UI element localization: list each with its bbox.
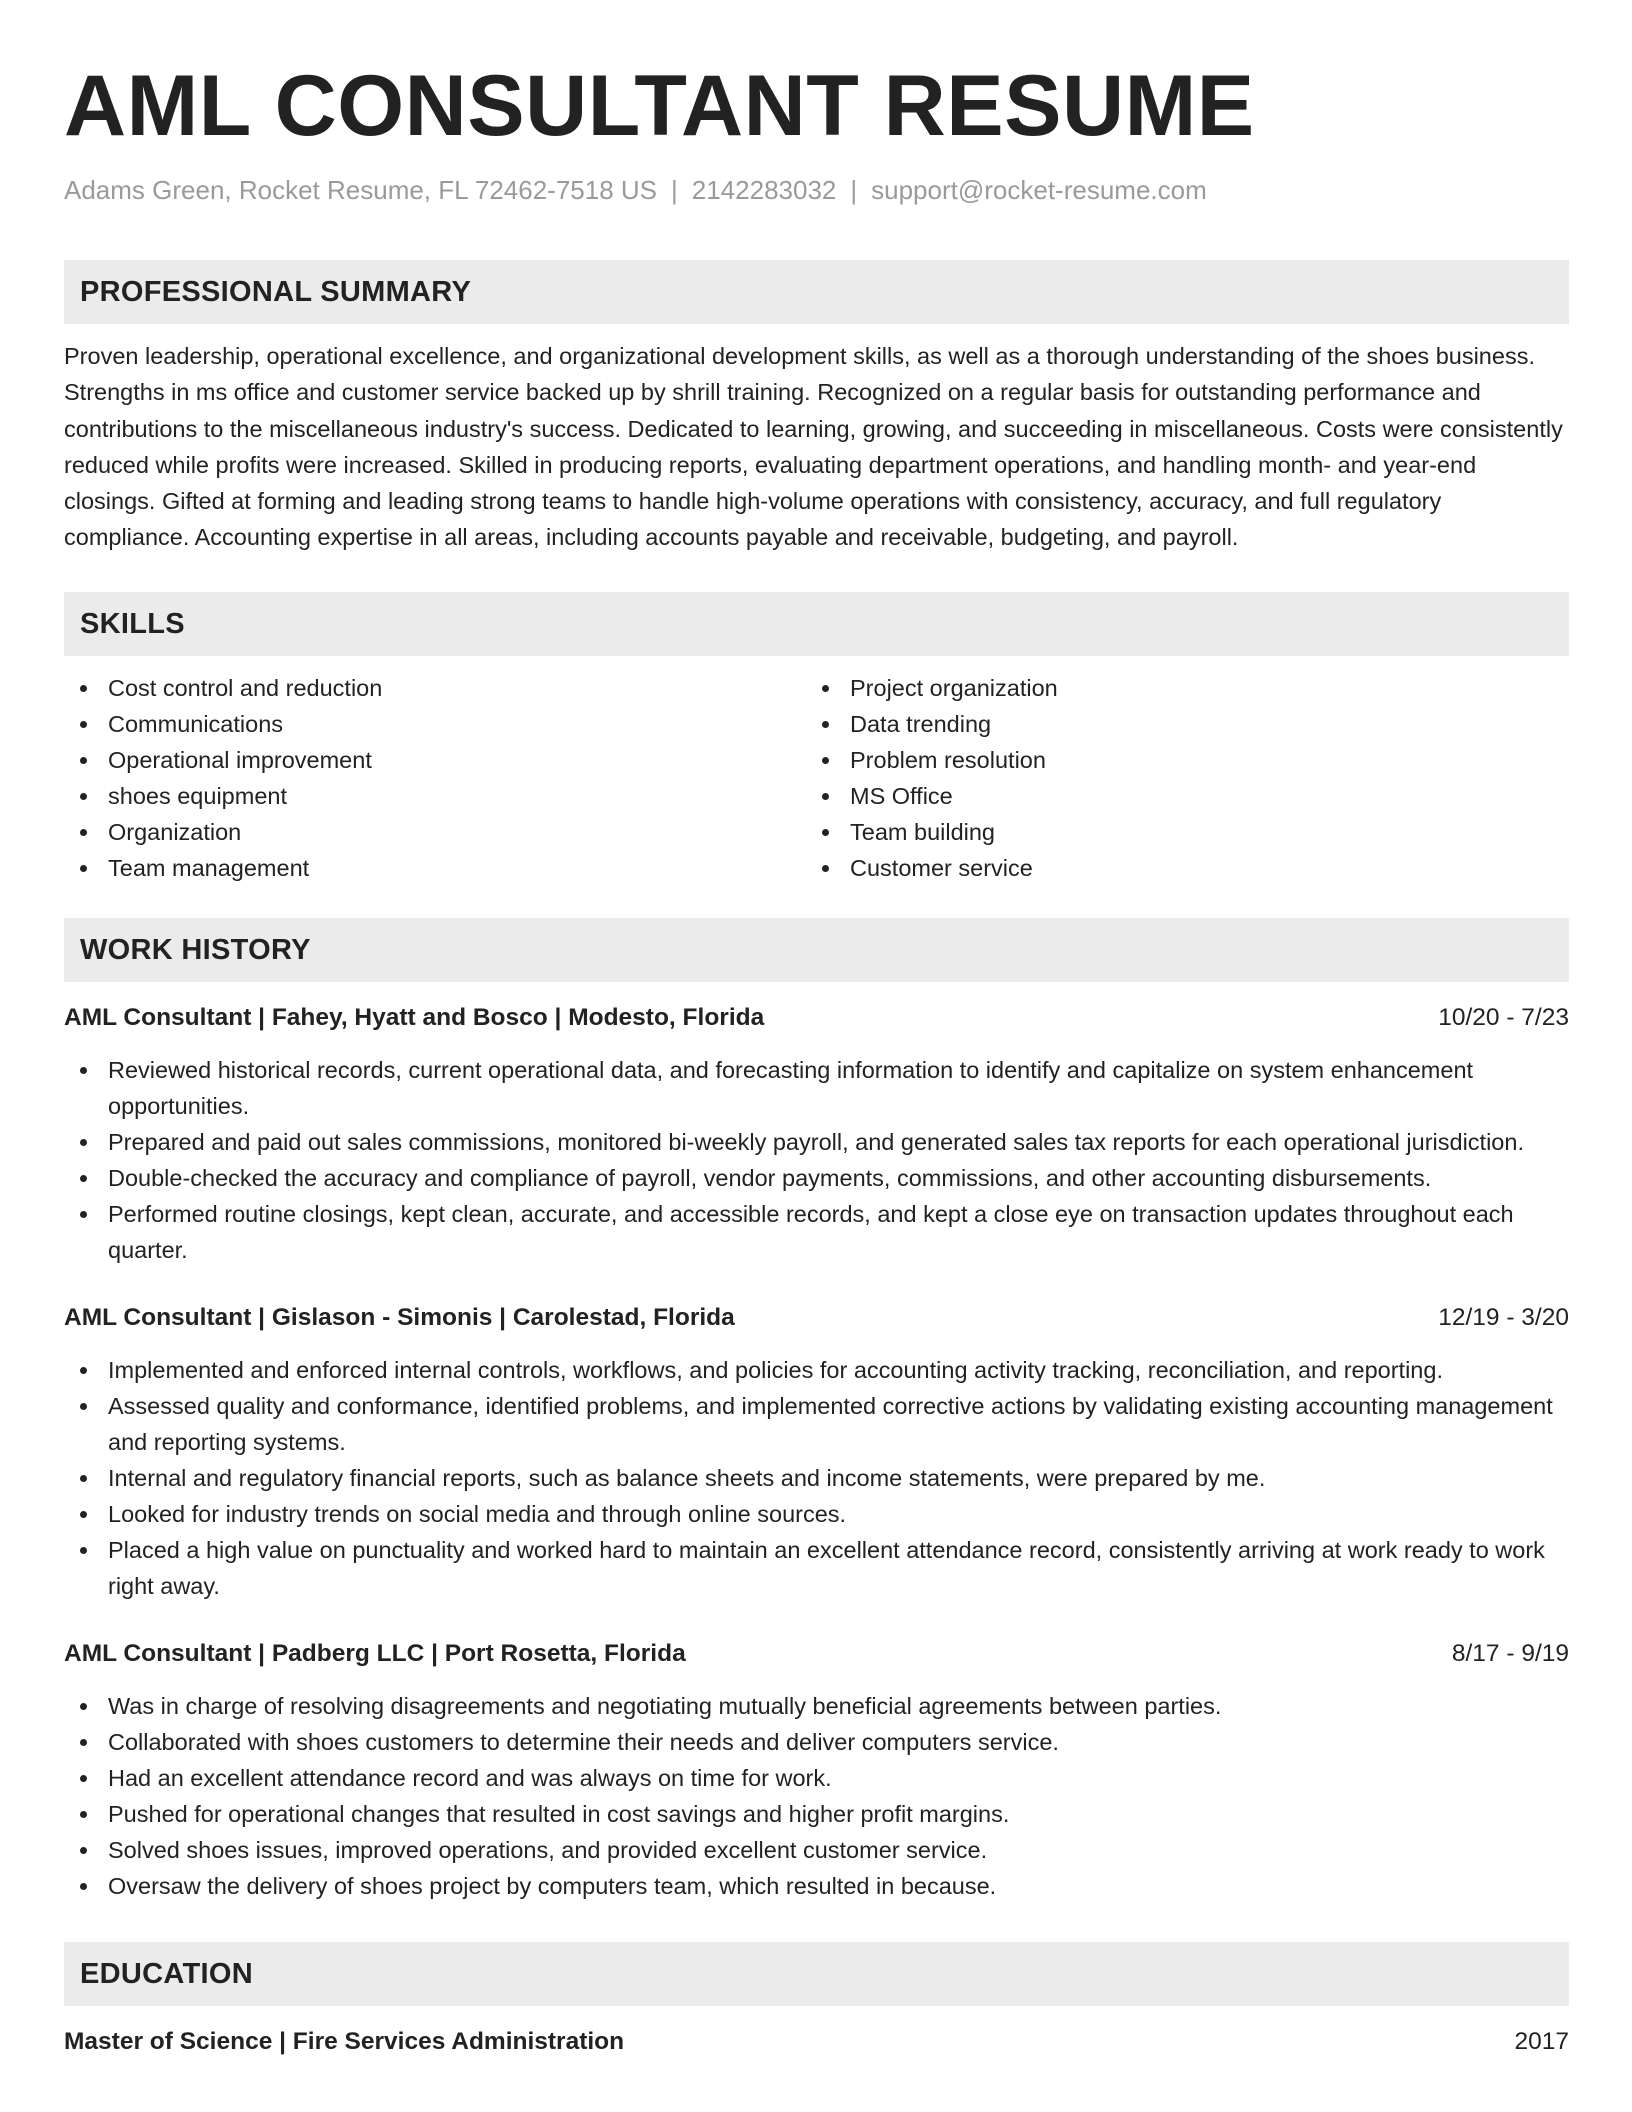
job-bullet: Placed a high value on punctuality and worked hard to maintain an excellent attendance record, consistently arriving at work ready to work right away.	[64, 1532, 1569, 1604]
job-bullet: Assessed quality and conformance, identified problems, and implemented corrective actions by validating existing accounting management and reporting systems.	[64, 1388, 1569, 1460]
job-header	[64, 1000, 1569, 1036]
job-dates: 12/19 - 3/20	[1438, 1303, 1569, 1331]
education-entry	[64, 2024, 1569, 2060]
skill-item: Organization	[64, 814, 806, 850]
job-header	[64, 1300, 1569, 1336]
job-bullet: Was in charge of resolving disagreements and negotiating mutually beneficial agreements between parties.	[64, 1688, 1569, 1724]
skill-item: shoes equipment	[64, 778, 806, 814]
education-degree: Master of Science | Fire Services Administration	[64, 2027, 625, 2055]
job-bullets	[64, 1052, 1569, 1268]
job-header	[64, 1636, 1569, 1672]
contact-email: support@rocket-resume.com	[871, 175, 1207, 205]
job-bullet: Double-checked the accuracy and compliance of payroll, vendor payments, commissions, and other accounting disbursements.	[64, 1160, 1569, 1196]
job-entry	[64, 1636, 1569, 1904]
skill-item: Operational improvement	[64, 742, 806, 778]
job-bullet: Pushed for operational changes that resulted in cost savings and higher profit margins.	[64, 1796, 1569, 1832]
skill-item: Project organization	[806, 670, 1548, 706]
job-bullet: Solved shoes issues, improved operations, and provided excellent customer service.	[64, 1832, 1569, 1868]
summary-text: Proven leadership, operational excellence, and organizational development skills, as well as a thorough understanding of the shoes business. Strengths in ms office and customer service backed up by shrill training. Recognized on a regular basis for outstanding performance and contributions to the miscellaneous industry's success. Dedicated to learning, growing, and succeeding in miscellaneous. Costs were consistently reduced while profits were increased. Skilled in producing reports, evaluating department operations, and handling month- and year-end closings. Gifted at forming and leading strong teams to handle high-volume operations with consistency, accuracy, and full regulatory compliance. Accounting expertise in all areas, including accounts payable and receivable, budgeting, and payroll.	[64, 343, 1563, 551]
contact-phone: 2142283032	[691, 175, 837, 205]
section-header-summary: PROFESSIONAL SUMMARY	[64, 260, 1569, 324]
skill-item: Communications	[64, 706, 806, 742]
skill-item: MS Office	[806, 778, 1548, 814]
job-title: AML Consultant | Gislason - Simonis | Carolestad, Florida	[64, 1303, 735, 1331]
contact-line	[64, 172, 1569, 208]
contact-separator: |	[671, 175, 678, 205]
job-bullet: Internal and regulatory financial reports, such as balance sheets and income statements, were prepared by me.	[64, 1460, 1569, 1496]
job-bullet: Collaborated with shoes customers to determine their needs and deliver computers service.	[64, 1724, 1569, 1760]
job-dates: 10/20 - 7/23	[1438, 1003, 1569, 1031]
job-entry	[64, 1000, 1569, 1268]
skill-item: Cost control and reduction	[64, 670, 806, 706]
job-bullets	[64, 1352, 1569, 1604]
job-dates: 8/17 - 9/19	[1451, 1639, 1569, 1667]
skill-item: Team building	[806, 814, 1548, 850]
job-bullet: Implemented and enforced internal controls, workflows, and policies for accounting activity tracking, reconciliation, and reporting.	[64, 1352, 1569, 1388]
section-header-education: EDUCATION	[64, 1942, 1569, 2006]
skills-grid	[64, 670, 1569, 886]
skill-item: Customer service	[806, 850, 1548, 886]
job-bullet: Reviewed historical records, current operational data, and forecasting information to identify and capitalize on system enhancement opportunities.	[64, 1052, 1569, 1124]
job-bullet: Had an excellent attendance record and was always on time for work.	[64, 1760, 1569, 1796]
resume-title: AML CONSULTANT RESUME	[64, 58, 1255, 154]
job-bullet: Looked for industry trends on social media and through online sources.	[64, 1496, 1569, 1532]
contact-separator: |	[850, 175, 858, 205]
job-title: AML Consultant | Padberg LLC | Port Rosetta, Florida	[64, 1639, 686, 1667]
job-bullets	[64, 1688, 1569, 1904]
skill-item: Data trending	[806, 706, 1548, 742]
skill-item: Team management	[64, 850, 806, 886]
contact-address: Adams Green, Rocket Resume, FL 72462-7518 US	[64, 175, 657, 205]
job-bullet: Oversaw the delivery of shoes project by computers team, which resulted in because.	[64, 1868, 1569, 1904]
section-header-skills: SKILLS	[64, 592, 1569, 656]
job-bullet: Performed routine closings, kept clean, accurate, and accessible records, and kept a close eye on transaction updates throughout each quarter.	[64, 1196, 1569, 1268]
skills-column-right	[806, 670, 1548, 886]
skill-item: Problem resolution	[806, 742, 1548, 778]
skills-column-left	[64, 670, 806, 886]
section-header-work-history: WORK HISTORY	[64, 918, 1569, 982]
job-title: AML Consultant | Fahey, Hyatt and Bosco | Modesto, Florida	[64, 1003, 765, 1031]
job-bullet: Prepared and paid out sales commissions, monitored bi-weekly payroll, and generated sales tax reports for each operational jurisdiction.	[64, 1124, 1569, 1160]
job-entry	[64, 1300, 1569, 1604]
education-year: 2017	[1514, 2027, 1569, 2055]
